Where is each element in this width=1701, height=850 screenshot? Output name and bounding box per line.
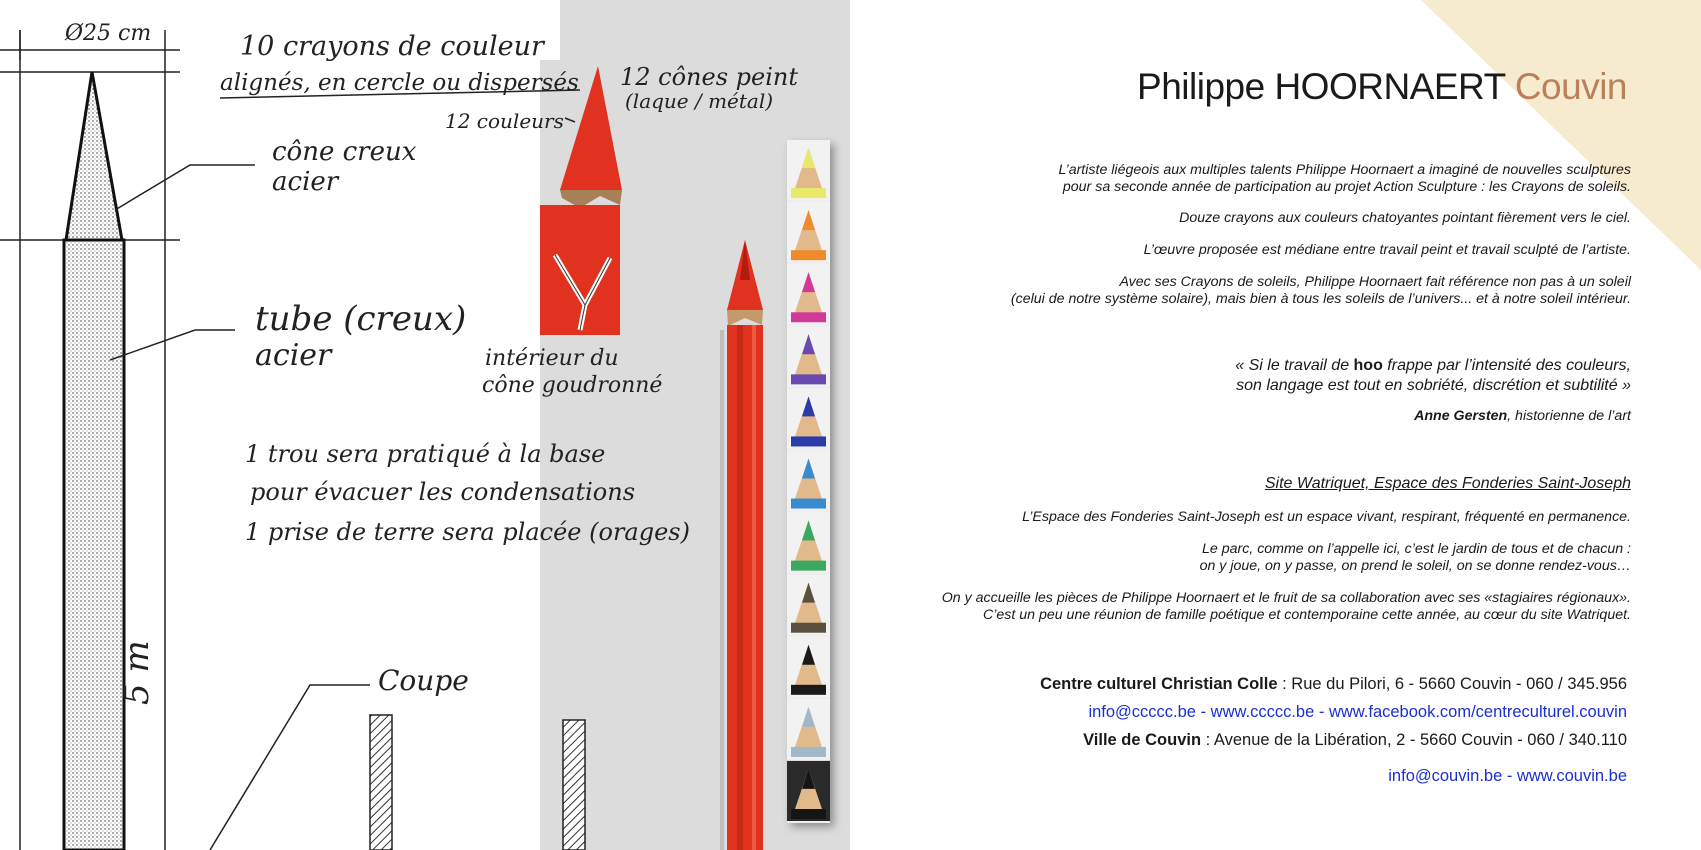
note-aligned: alignés, en cercle ou dispersés [220,70,579,96]
quote-line2: son langage est tout en sobriété, discrétion et subtilité » [1236,377,1631,394]
pencil-tip-swatch [787,575,830,635]
note-diameter: Ø25 cm [65,21,152,46]
quote [1235,356,1631,396]
note-tube: tube (creux) [255,299,467,339]
quote-line1: « Si le travail de hoo frappe par l’intensité des couleurs, [1235,357,1631,374]
intro-p1-line2: pour sa seconde année de participation au projet Action Sculpture : les Crayons de soleils. [1062,179,1631,195]
note-trou: 1 trou sera pratiqué à la base [245,440,606,468]
pencil-tip-swatch [787,264,830,324]
sketch-panel [0,0,850,850]
section-left [370,715,392,850]
note-crayons: 10 crayons de couleur [240,31,544,62]
note-goudronne: cône goudronné [482,373,663,398]
note-cone-acier: acier [272,167,339,197]
site-p2-line1: Le parc, comme on l’appelle ici, c’est le jardin de tous et de chacun : [1201,541,1631,557]
intro-p1-line1: L’artiste liégeois aux multiples talents Philippe Hoornaert a imaginé de nouvelles sculptures [1058,162,1631,178]
intro-p4-line2: (celui de notre système solaire), mais bien à tous les soleils de l’univers... et à notre soleil intérieur. [1010,291,1631,307]
author-name: Anne Gersten [1414,408,1508,424]
email-link-ville[interactable]: info@couvin.be [1388,767,1503,785]
note-evacuer: pour évacuer les condensations [250,478,636,506]
intro-p4-line1: Avec ses Crayons de soleils, Philippe Hoornaert fait référence non pas à un soleil [1119,274,1631,290]
artist-name: Philippe HOORNAERT [1137,66,1506,107]
pencil-tip-swatch [787,699,830,759]
contact-ville [1083,730,1627,750]
technical-sketch [0,0,850,850]
note-laque: (laque / métal) [625,89,774,113]
note-12-colors: 12 couleurs [445,109,564,133]
pencil-tip-swatch [787,140,830,200]
section-right [563,720,585,850]
site-paragraph-3 [942,590,1631,624]
site-p3-line1: On y accueille les pièces de Philippe Hoornaert et le fruit de sa collaboration avec ses «stagiaires régionaux». [941,590,1631,606]
beige-corner-shape [1421,0,1701,280]
sketch-cone [66,72,122,240]
web-link-ville[interactable]: www.couvin.be [1516,767,1627,785]
site-paragraph-2 [1200,541,1631,575]
note-height: 5 m [117,640,157,705]
note-interieur: intérieur du [485,346,619,371]
pencil-swatch-strip [787,140,830,823]
facebook-link-centre[interactable]: www.facebook.com/centreculturel.couvin [1328,703,1627,721]
intro-paragraph-3: L’œuvre proposée est médiane entre travail peint et travail sculpté de l’artiste. [1143,242,1631,258]
contact-c1-name: Centre culturel Christian Colle [1040,675,1278,693]
pencil-tip-swatch [787,637,830,697]
site-p3-line2: C’est un peu une réunion de famille poétique et contemporaine cette année, au cœur du site Watriquet. [982,607,1631,623]
contact-c2-name: Ville de Couvin [1083,731,1202,749]
pencil-tip-swatch [787,513,830,573]
intro-paragraph-2: Douze crayons aux couleurs chatoyantes pointant fièrement vers le ciel. [1179,210,1631,226]
site-p2-line2: on y joue, on y passe, on prend le soleil, on se donne rendez-vous… [1199,558,1631,574]
sketch-tube [64,240,124,850]
email-link-centre[interactable]: info@ccccc.be [1088,703,1196,721]
pencil-tip-swatch [787,450,830,510]
contact-c1-details: : Rue du Pilori, 6 - 5660 Couvin - 060 / 345.956 [1277,675,1627,693]
pointer-lines [110,165,370,850]
pencil-tip-swatch [787,326,830,386]
note-prise: 1 prise de terre sera placée (orages) [245,518,690,546]
red-pencil-large [720,240,763,850]
note-cone-creux: cône creux [272,137,417,167]
pencil-tip-swatch [787,761,830,821]
contact-centre-culturel [1040,674,1627,694]
note-tube-acier: acier [255,338,332,373]
contact-c2-details: : Avenue de la Libération, 2 - 5660 Couvin - 060 / 340.110 [1201,731,1627,749]
contact-ville-links: info@couvin.be - www.couvin.be [1388,767,1627,785]
red-pencil-top [540,66,622,335]
note-section: Coupe [378,664,469,697]
intro-paragraph-1 [1058,162,1631,196]
pencil-tip-swatch [787,202,830,262]
intro-paragraph-4 [1011,274,1631,308]
city-name: Couvin [1514,66,1627,107]
text-panel [850,0,1701,850]
note-cones: 12 cônes peint [620,63,799,91]
contact-centre-links: info@ccccc.be - www.ccccc.be - www.facebook.com/centreculturel.couvin [1088,703,1627,721]
site-paragraph-1: L’Espace des Fonderies Saint-Joseph est un espace vivant, respirant, fréquenté en permanence. [1022,509,1631,525]
author-role: , historienne de l’art [1507,408,1631,424]
page-title [1137,66,1627,108]
quote-author [1414,408,1631,425]
web-link-centre[interactable]: www.ccccc.be [1210,703,1315,721]
pencil-tip-swatch [787,388,830,448]
site-title: Site Watriquet, Espace des Fonderies Saint-Joseph [1264,475,1631,492]
